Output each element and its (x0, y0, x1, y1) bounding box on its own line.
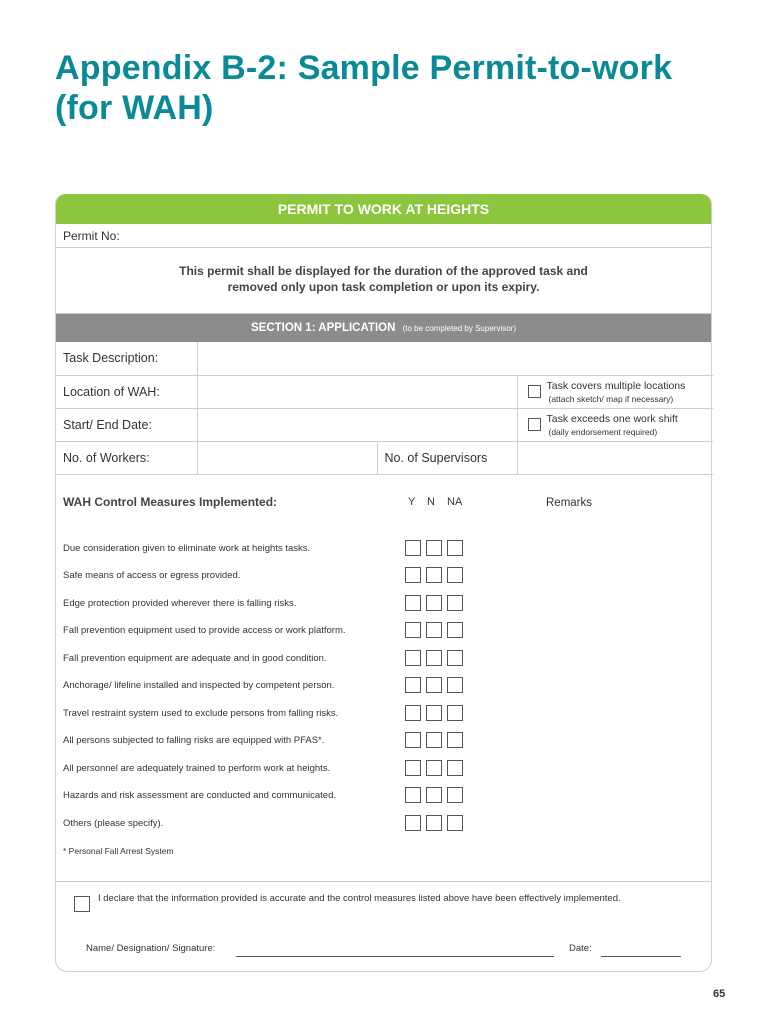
remarks-header: Remarks (546, 496, 593, 509)
na-checkbox[interactable] (447, 622, 463, 638)
multi-location-label: Task covers multiple locations (546, 379, 686, 392)
column-na-header: NA (447, 495, 463, 508)
list-item (63, 541, 483, 569)
work-shift-checkbox[interactable] (528, 418, 541, 431)
y-checkbox[interactable] (405, 787, 421, 803)
control-measures-list (63, 541, 483, 844)
n-checkbox[interactable] (426, 732, 442, 748)
n-checkbox[interactable] (426, 595, 442, 611)
measure-label: Travel restraint system used to exclude persons from falling risks. (63, 707, 339, 719)
form-header: PERMIT TO WORK AT HEIGHTS (56, 194, 711, 224)
y-checkbox[interactable] (405, 622, 421, 638)
page-number: 65 (713, 988, 726, 1000)
section-1-title: SECTION 1: APPLICATION (251, 322, 396, 334)
measure-label: Edge protection provided wherever there is falling risks. (63, 597, 297, 609)
work-shift-note: (daily endorsement required) (548, 426, 658, 437)
list-item (63, 651, 483, 679)
workers-field[interactable] (197, 441, 377, 474)
na-checkbox[interactable] (447, 650, 463, 666)
y-checkbox[interactable] (405, 650, 421, 666)
multi-location-checkbox[interactable] (528, 385, 541, 398)
column-n-header: N (427, 495, 435, 508)
na-checkbox[interactable] (447, 540, 463, 556)
measure-label: All persons subjected to falling risks are equipped with PFAS*. (63, 735, 325, 746)
supervisors-label: No. of Supervisors (377, 441, 517, 474)
n-checkbox[interactable] (426, 567, 442, 583)
page-title (55, 48, 745, 128)
supervisors-field[interactable] (517, 441, 713, 474)
na-checkbox[interactable] (447, 760, 463, 776)
measure-label: All personnel are adequately trained to perform work at heights. (63, 762, 331, 774)
list-item (63, 596, 483, 624)
na-checkbox[interactable] (447, 815, 463, 831)
list-item (63, 678, 483, 706)
y-checkbox[interactable] (405, 705, 421, 721)
na-checkbox[interactable] (447, 567, 463, 583)
work-shift-label: Task exceeds one work shift (546, 412, 678, 425)
na-checkbox[interactable] (447, 677, 463, 693)
date-label: Date: (569, 942, 592, 954)
pfas-footnote: * Personal Fall Arrest System (63, 845, 174, 856)
permit-form (55, 194, 712, 972)
measure-label: Fall prevention equipment used to provide access or work platform. (63, 625, 346, 636)
permit-no-field[interactable] (56, 224, 711, 248)
application-table (56, 342, 713, 475)
list-item (63, 761, 483, 789)
name-signature-field[interactable] (236, 956, 554, 957)
start-end-row (56, 408, 713, 441)
n-checkbox[interactable] (426, 787, 442, 803)
title-line-2: (for WAH) (55, 89, 214, 127)
na-checkbox[interactable] (447, 705, 463, 721)
date-field[interactable] (601, 956, 681, 957)
permit-no-label: Permit No: (63, 229, 120, 243)
na-checkbox[interactable] (447, 787, 463, 803)
y-checkbox[interactable] (405, 567, 421, 583)
n-checkbox[interactable] (426, 760, 442, 776)
multi-location-option[interactable] (517, 375, 713, 408)
control-measures-section (56, 475, 711, 882)
column-y-header: Y (408, 495, 416, 508)
display-notice (56, 248, 711, 314)
notice-line-2: removed only upon task completion or upon its expiry. (227, 280, 540, 294)
measure-label: Due consideration given to eliminate work at heights tasks. (63, 542, 311, 554)
workers-label: No. of Workers: (56, 441, 197, 474)
location-field[interactable] (197, 375, 517, 408)
measure-label: Others (please specify). (63, 817, 164, 829)
list-item (63, 568, 483, 596)
na-checkbox[interactable] (447, 595, 463, 611)
task-description-row (56, 342, 713, 375)
y-checkbox[interactable] (405, 732, 421, 748)
work-shift-option[interactable] (517, 408, 713, 441)
location-row (56, 375, 713, 408)
list-item (63, 816, 483, 844)
title-line-1: Appendix B-2: Sample Permit-to-work (55, 49, 673, 87)
notice-line-1: This permit shall be displayed for the duration of the approved task and (179, 264, 588, 278)
y-checkbox[interactable] (405, 595, 421, 611)
measure-label: Fall prevention equipment are adequate and in good condition. (63, 652, 327, 664)
control-measures-heading: WAH Control Measures Implemented: (63, 494, 278, 509)
n-checkbox[interactable] (426, 622, 442, 638)
list-item (63, 623, 483, 651)
start-end-field[interactable] (197, 408, 517, 441)
list-item (63, 788, 483, 816)
measure-label: Safe means of access or egress provided. (63, 570, 241, 581)
declaration-section (56, 882, 711, 981)
y-checkbox[interactable] (405, 760, 421, 776)
declaration-checkbox[interactable] (74, 896, 90, 912)
name-signature-label: Name/ Designation/ Signature: (86, 942, 216, 954)
workers-row (56, 441, 713, 474)
section-1-bar (56, 314, 711, 342)
y-checkbox[interactable] (405, 677, 421, 693)
list-item (63, 706, 483, 734)
n-checkbox[interactable] (426, 540, 442, 556)
n-checkbox[interactable] (426, 815, 442, 831)
task-description-label: Task Description: (56, 342, 197, 375)
list-item (63, 733, 483, 761)
na-checkbox[interactable] (447, 732, 463, 748)
n-checkbox[interactable] (426, 705, 442, 721)
declaration-text: I declare that the information provided is accurate and the control measures listed above have been effectively implemented. (98, 892, 621, 904)
section-1-subtitle: (to be completed by Supervisor) (402, 324, 516, 333)
start-end-label: Start/ End Date: (56, 408, 197, 441)
multi-location-note: (attach sketch/ map if necessary) (548, 393, 674, 404)
n-checkbox[interactable] (426, 650, 442, 666)
y-checkbox[interactable] (405, 540, 421, 556)
n-checkbox[interactable] (426, 677, 442, 693)
measure-label: Anchorage/ lifeline installed and inspected by competent person. (63, 680, 335, 691)
task-description-field[interactable] (197, 342, 713, 375)
location-label: Location of WAH: (56, 375, 197, 408)
y-checkbox[interactable] (405, 815, 421, 831)
measure-label: Hazards and risk assessment are conducted and communicated. (63, 790, 336, 801)
